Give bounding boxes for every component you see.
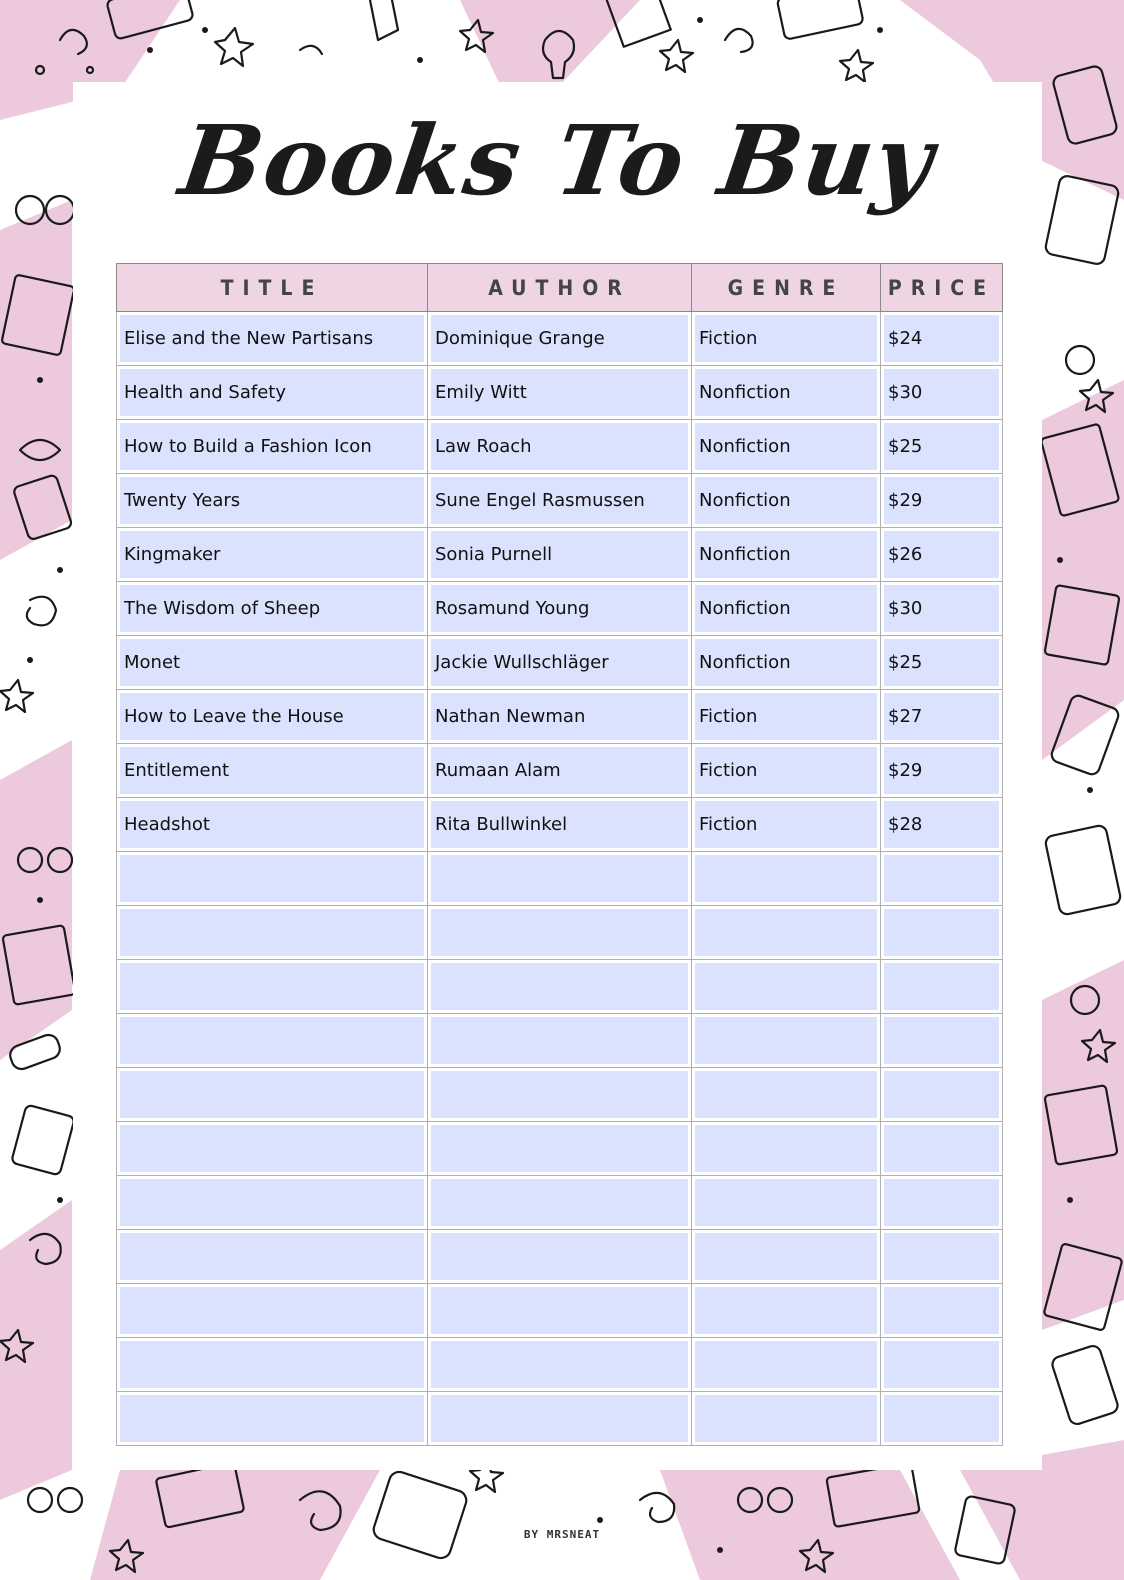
price-value[interactable]: $24 <box>884 315 999 362</box>
cell-price[interactable] <box>881 1284 1003 1338</box>
cell-author[interactable] <box>428 852 692 906</box>
genre-value[interactable] <box>695 855 877 902</box>
title-value[interactable] <box>120 1287 424 1334</box>
table-row <box>117 1068 1003 1122</box>
cell-title[interactable] <box>117 798 428 852</box>
cell-title[interactable] <box>117 1176 428 1230</box>
title-value[interactable]: Entitlement <box>120 747 424 794</box>
table-row <box>117 528 1003 582</box>
author-value[interactable]: Dominique Grange <box>431 315 688 362</box>
title-value[interactable] <box>120 1179 424 1226</box>
cell-title[interactable] <box>117 690 428 744</box>
price-value[interactable] <box>884 1287 999 1334</box>
author-value[interactable]: Law Roach <box>431 423 688 470</box>
cell-author[interactable] <box>428 1176 692 1230</box>
cell-price[interactable] <box>881 1014 1003 1068</box>
table-body <box>117 312 1003 1446</box>
cell-genre[interactable] <box>692 690 881 744</box>
cell-title[interactable] <box>117 636 428 690</box>
cell-genre[interactable] <box>692 582 881 636</box>
title-value[interactable]: Kingmaker <box>120 531 424 578</box>
title-value[interactable]: The Wisdom of Sheep <box>120 585 424 632</box>
table-row <box>117 1230 1003 1284</box>
cell-genre[interactable] <box>692 1338 881 1392</box>
price-value[interactable] <box>884 909 999 956</box>
cell-price[interactable] <box>881 366 1003 420</box>
genre-value[interactable]: Nonfiction <box>695 369 877 416</box>
title-value[interactable] <box>120 909 424 956</box>
author-value[interactable] <box>431 1125 688 1172</box>
title-value[interactable]: Monet <box>120 639 424 686</box>
table-row <box>117 636 1003 690</box>
cell-price[interactable] <box>881 582 1003 636</box>
cell-author[interactable] <box>428 366 692 420</box>
genre-value[interactable]: Nonfiction <box>695 477 877 524</box>
cell-author[interactable] <box>428 798 692 852</box>
author-value[interactable] <box>431 1017 688 1064</box>
cell-genre[interactable] <box>692 906 881 960</box>
genre-value[interactable]: Nonfiction <box>695 585 877 632</box>
cell-author[interactable] <box>428 420 692 474</box>
price-value[interactable] <box>884 855 999 902</box>
table-row <box>117 744 1003 798</box>
cell-author[interactable] <box>428 1284 692 1338</box>
cell-price[interactable] <box>881 1122 1003 1176</box>
footer-credit-text: BY MRSNEAT <box>520 1528 604 1541</box>
cell-author[interactable] <box>428 1338 692 1392</box>
cell-genre[interactable] <box>692 1122 881 1176</box>
cell-price[interactable] <box>881 420 1003 474</box>
cell-price[interactable] <box>881 798 1003 852</box>
cell-title[interactable] <box>117 852 428 906</box>
cell-author[interactable] <box>428 1122 692 1176</box>
author-value[interactable] <box>431 1341 688 1388</box>
genre-value[interactable] <box>695 909 877 956</box>
cell-price[interactable] <box>881 1392 1003 1446</box>
cell-price[interactable] <box>881 690 1003 744</box>
cell-price[interactable] <box>881 906 1003 960</box>
cell-title[interactable] <box>117 1338 428 1392</box>
cell-price[interactable] <box>881 528 1003 582</box>
cell-genre[interactable] <box>692 744 881 798</box>
cell-genre[interactable] <box>692 1014 881 1068</box>
table-row <box>117 1338 1003 1392</box>
author-value[interactable] <box>431 963 688 1010</box>
cell-title[interactable] <box>117 1068 428 1122</box>
cell-genre[interactable] <box>692 636 881 690</box>
price-value[interactable] <box>884 1071 999 1118</box>
title-value[interactable] <box>120 1341 424 1388</box>
table-row <box>117 582 1003 636</box>
cell-price[interactable] <box>881 744 1003 798</box>
cell-genre[interactable] <box>692 1176 881 1230</box>
title-value[interactable]: Health and Safety <box>120 369 424 416</box>
author-value[interactable]: Rita Bullwinkel <box>431 801 688 848</box>
table-row <box>117 420 1003 474</box>
cell-title[interactable] <box>117 366 428 420</box>
price-value[interactable] <box>884 1125 999 1172</box>
author-value[interactable]: Sonia Purnell <box>431 531 688 578</box>
author-value[interactable]: Rumaan Alam <box>431 747 688 794</box>
genre-value[interactable] <box>695 1233 877 1280</box>
cell-genre[interactable] <box>692 1068 881 1122</box>
price-value[interactable]: $30 <box>884 585 999 632</box>
price-value[interactable] <box>884 963 999 1010</box>
genre-value[interactable] <box>695 1395 877 1442</box>
cell-author[interactable] <box>428 960 692 1014</box>
cell-genre[interactable] <box>692 1284 881 1338</box>
cell-author[interactable] <box>428 744 692 798</box>
cell-title[interactable] <box>117 420 428 474</box>
genre-value[interactable] <box>695 1071 877 1118</box>
genre-value[interactable] <box>695 1287 877 1334</box>
title-value[interactable] <box>120 963 424 1010</box>
cell-author[interactable] <box>428 474 692 528</box>
cell-title[interactable] <box>117 1392 428 1446</box>
cell-author[interactable] <box>428 528 692 582</box>
cell-title[interactable] <box>117 1122 428 1176</box>
price-value[interactable] <box>884 1341 999 1388</box>
cell-title[interactable] <box>117 528 428 582</box>
cell-price[interactable] <box>881 1068 1003 1122</box>
page-title: Books To Buy <box>173 104 942 217</box>
cell-author[interactable] <box>428 636 692 690</box>
genre-value[interactable]: Nonfiction <box>695 639 877 686</box>
author-value[interactable] <box>431 1071 688 1118</box>
cell-title[interactable] <box>117 906 428 960</box>
cell-title[interactable] <box>117 474 428 528</box>
table-row <box>117 852 1003 906</box>
cell-author[interactable] <box>428 312 692 366</box>
table-row <box>117 690 1003 744</box>
table-row <box>117 1014 1003 1068</box>
header-genre: GENRE <box>692 264 881 312</box>
title-value[interactable] <box>120 1017 424 1064</box>
cell-author[interactable] <box>428 1014 692 1068</box>
cell-author[interactable] <box>428 690 692 744</box>
price-value[interactable]: $25 <box>884 423 999 470</box>
cell-price[interactable] <box>881 1338 1003 1392</box>
cell-title[interactable] <box>117 1014 428 1068</box>
genre-value[interactable]: Fiction <box>695 747 877 794</box>
title-value[interactable] <box>120 1233 424 1280</box>
table-row <box>117 312 1003 366</box>
cell-genre[interactable] <box>692 528 881 582</box>
genre-value[interactable] <box>695 1125 877 1172</box>
cell-title[interactable] <box>117 1284 428 1338</box>
cell-genre[interactable] <box>692 1392 881 1446</box>
table-row <box>117 1284 1003 1338</box>
cell-genre[interactable] <box>692 420 881 474</box>
cell-price[interactable] <box>881 960 1003 1014</box>
price-value[interactable]: $29 <box>884 477 999 524</box>
cell-title[interactable] <box>117 1230 428 1284</box>
header-price: PRICE <box>881 264 1003 312</box>
author-value[interactable] <box>431 909 688 956</box>
author-value[interactable]: Rosamund Young <box>431 585 688 632</box>
title-value[interactable] <box>120 1395 424 1442</box>
table-row <box>117 1392 1003 1446</box>
price-value[interactable] <box>884 1179 999 1226</box>
genre-value[interactable]: Fiction <box>695 801 877 848</box>
cell-title[interactable] <box>117 312 428 366</box>
table-row <box>117 960 1003 1014</box>
table-row <box>117 1176 1003 1230</box>
price-value[interactable] <box>884 1233 999 1280</box>
title-value[interactable]: Headshot <box>120 801 424 848</box>
author-value[interactable]: Nathan Newman <box>431 693 688 740</box>
footer-credit <box>0 1528 1124 1541</box>
table-row <box>117 474 1003 528</box>
cell-genre[interactable] <box>692 312 881 366</box>
table-row <box>117 366 1003 420</box>
price-value[interactable]: $30 <box>884 369 999 416</box>
author-value[interactable] <box>431 1233 688 1280</box>
author-value[interactable]: Jackie Wullschläger <box>431 639 688 686</box>
table-row <box>117 1122 1003 1176</box>
genre-value[interactable]: Fiction <box>695 315 877 362</box>
header-author: AUTHOR <box>428 264 692 312</box>
author-value[interactable] <box>431 855 688 902</box>
price-value[interactable] <box>884 1017 999 1064</box>
price-value[interactable]: $25 <box>884 639 999 686</box>
header-title: TITLE <box>117 264 428 312</box>
price-value[interactable]: $29 <box>884 747 999 794</box>
cell-genre[interactable] <box>692 474 881 528</box>
genre-value[interactable]: Fiction <box>695 693 877 740</box>
cell-price[interactable] <box>881 1230 1003 1284</box>
cell-genre[interactable] <box>692 852 881 906</box>
title-value[interactable]: Twenty Years <box>120 477 424 524</box>
genre-value[interactable] <box>695 1179 877 1226</box>
price-value[interactable]: $26 <box>884 531 999 578</box>
table-header-row <box>117 264 1003 312</box>
cell-author[interactable] <box>428 1068 692 1122</box>
title-value[interactable] <box>120 1125 424 1172</box>
price-value[interactable]: $27 <box>884 693 999 740</box>
cell-genre[interactable] <box>692 366 881 420</box>
planner-sheet <box>73 82 1042 1470</box>
cell-author[interactable] <box>428 582 692 636</box>
cell-title[interactable] <box>117 744 428 798</box>
title-value[interactable]: How to Leave the House <box>120 693 424 740</box>
cell-title[interactable] <box>117 960 428 1014</box>
title-value[interactable] <box>120 1071 424 1118</box>
cell-genre[interactable] <box>692 798 881 852</box>
cell-price[interactable] <box>881 474 1003 528</box>
author-value[interactable]: Emily Witt <box>431 369 688 416</box>
cell-genre[interactable] <box>692 1230 881 1284</box>
cell-genre[interactable] <box>692 960 881 1014</box>
cell-author[interactable] <box>428 1392 692 1446</box>
cell-price[interactable] <box>881 852 1003 906</box>
cell-title[interactable] <box>117 582 428 636</box>
title-value[interactable] <box>120 855 424 902</box>
title-value[interactable]: Elise and the New Partisans <box>120 315 424 362</box>
cell-author[interactable] <box>428 906 692 960</box>
genre-value[interactable] <box>695 963 877 1010</box>
genre-value[interactable]: Nonfiction <box>695 531 877 578</box>
price-value[interactable] <box>884 1395 999 1442</box>
table-row <box>117 906 1003 960</box>
author-value[interactable]: Sune Engel Rasmussen <box>431 477 688 524</box>
author-value[interactable] <box>431 1287 688 1334</box>
title-value[interactable]: How to Build a Fashion Icon <box>120 423 424 470</box>
table-row <box>117 798 1003 852</box>
genre-value[interactable]: Nonfiction <box>695 423 877 470</box>
cell-price[interactable] <box>881 636 1003 690</box>
books-table <box>116 263 1003 1446</box>
author-value[interactable] <box>431 1179 688 1226</box>
cell-author[interactable] <box>428 1230 692 1284</box>
author-value[interactable] <box>431 1395 688 1442</box>
price-value[interactable]: $28 <box>884 801 999 848</box>
genre-value[interactable] <box>695 1341 877 1388</box>
genre-value[interactable] <box>695 1017 877 1064</box>
cell-price[interactable] <box>881 1176 1003 1230</box>
cell-price[interactable] <box>881 312 1003 366</box>
